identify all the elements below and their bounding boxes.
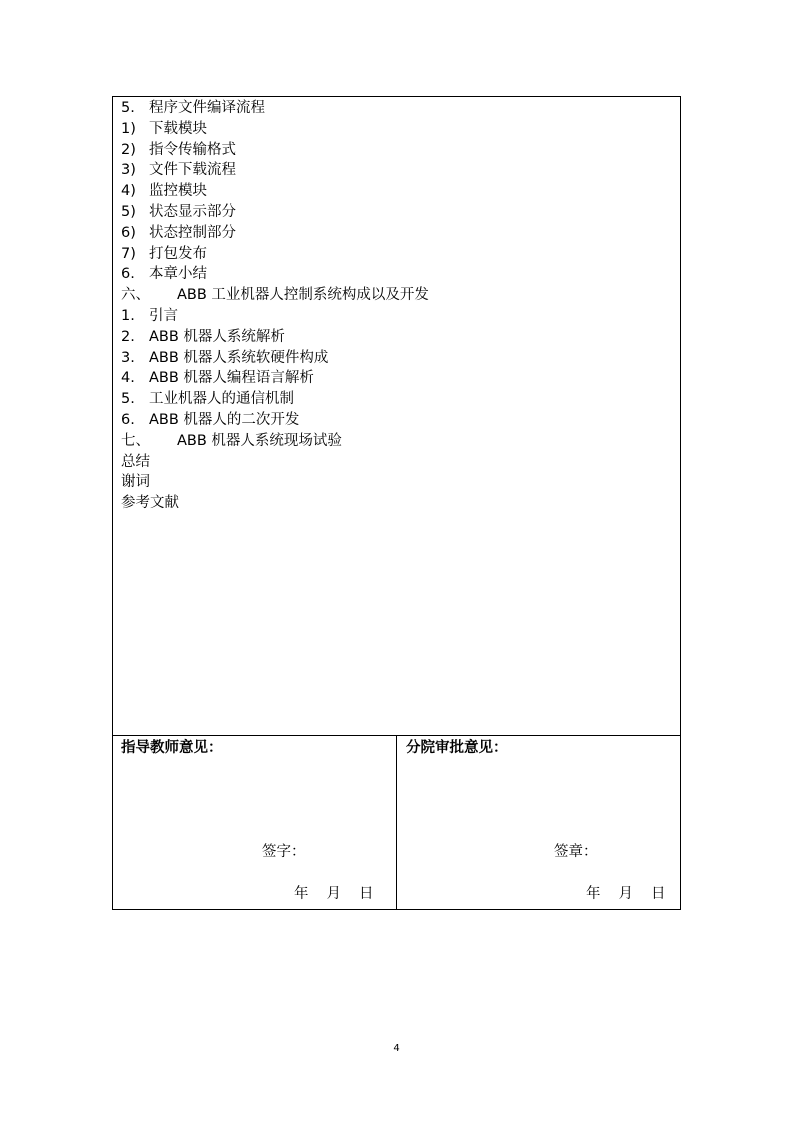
outline-item — [121, 244, 680, 265]
outline-item — [121, 223, 680, 244]
outline-item — [121, 160, 680, 181]
outline-item-number: 七、 — [121, 432, 150, 449]
outline-item-text: 指令传输格式 — [149, 141, 236, 158]
outline-item-number: 7) — [121, 245, 136, 262]
outline-item-number: 六、 — [121, 287, 150, 304]
outline-item — [121, 285, 680, 306]
outline-item-text: 下载模块 — [149, 120, 207, 137]
outline-item — [121, 348, 680, 369]
outline-item — [121, 306, 680, 327]
outline-item-text: 参考文献 — [121, 495, 179, 512]
outline-item — [121, 181, 680, 202]
outline-item-text: 程序文件编译流程 — [149, 100, 265, 116]
thesis-outline-cell — [113, 97, 680, 736]
month-label: 月 — [326, 886, 341, 902]
outline-item — [121, 202, 680, 223]
outline-item-text: ABB 工业机器人控制系统构成以及开发 — [177, 287, 429, 304]
outline-item-number: 6. — [121, 266, 135, 283]
outline-item-text: 本章小结 — [149, 266, 207, 283]
outline-item — [121, 140, 680, 161]
outline-item-number: 4. — [121, 370, 135, 387]
outline-item — [121, 264, 680, 285]
outline-item-text: 总结 — [121, 453, 150, 470]
branch-approval-cell — [397, 736, 680, 910]
outline-item-text: 引言 — [149, 307, 178, 324]
outline-item-text: 打包发布 — [149, 245, 207, 262]
branch-approval-title: 分院审批意见： — [406, 740, 508, 756]
advisor-date-row — [294, 884, 392, 904]
outline-item — [121, 431, 680, 452]
outline-item-number: 3. — [121, 349, 135, 366]
branch-date-row — [586, 884, 684, 904]
advisor-signature-label: 签字： — [262, 844, 306, 860]
outline-item-number: 6) — [121, 224, 136, 241]
advisor-opinion-title: 指导教师意见： — [121, 740, 223, 756]
advisor-opinion-cell — [113, 736, 397, 910]
outline-item — [121, 119, 680, 140]
outline-item-number: 5) — [121, 203, 136, 220]
year-label: 年 — [586, 886, 601, 902]
outline-item-number: 2. — [121, 328, 135, 345]
outline-item-number: 4) — [121, 183, 136, 200]
outline-item-number: 3) — [121, 162, 136, 179]
outline-item-number: 5. — [121, 100, 135, 116]
outline-item — [121, 452, 680, 473]
page-number: 4 — [393, 1043, 400, 1054]
outline-item-text: ABB 机器人编程语言解析 — [149, 370, 314, 387]
outline-item-number: 2) — [121, 141, 136, 158]
outline-item-number: 1) — [121, 120, 136, 137]
month-label: 月 — [618, 886, 633, 902]
outline-item-text: ABB 机器人系统软硬件构成 — [149, 349, 329, 366]
outline-item-text: 监控模块 — [149, 183, 207, 200]
outline-item — [121, 472, 680, 493]
outline-item-text: ABB 机器人的二次开发 — [149, 411, 300, 428]
outline-item-number: 1. — [121, 307, 135, 324]
outline-item-text: 谢词 — [121, 474, 150, 491]
outline-item-text: ABB 机器人系统解析 — [149, 328, 285, 345]
outline-item — [121, 368, 680, 389]
day-label: 日 — [651, 886, 666, 902]
outline-item-text: ABB 机器人系统现场试验 — [177, 432, 342, 449]
outline-item-text: 状态控制部分 — [149, 224, 236, 241]
year-label: 年 — [294, 886, 309, 902]
outline-item-number: 5. — [121, 391, 135, 408]
day-label: 日 — [359, 886, 374, 902]
outline-item — [121, 327, 680, 348]
outline-item — [121, 98, 680, 119]
outline-item-text: 状态显示部分 — [149, 203, 236, 220]
outline-item-text: 工业机器人的通信机制 — [149, 391, 294, 408]
form-table — [112, 96, 681, 910]
outline-item — [121, 410, 680, 431]
outline-item-number: 6. — [121, 411, 135, 428]
branch-seal-label: 签章： — [554, 844, 598, 860]
outline-item — [121, 389, 680, 410]
outline-item — [121, 493, 680, 514]
outline-item-text: 文件下载流程 — [149, 162, 236, 179]
